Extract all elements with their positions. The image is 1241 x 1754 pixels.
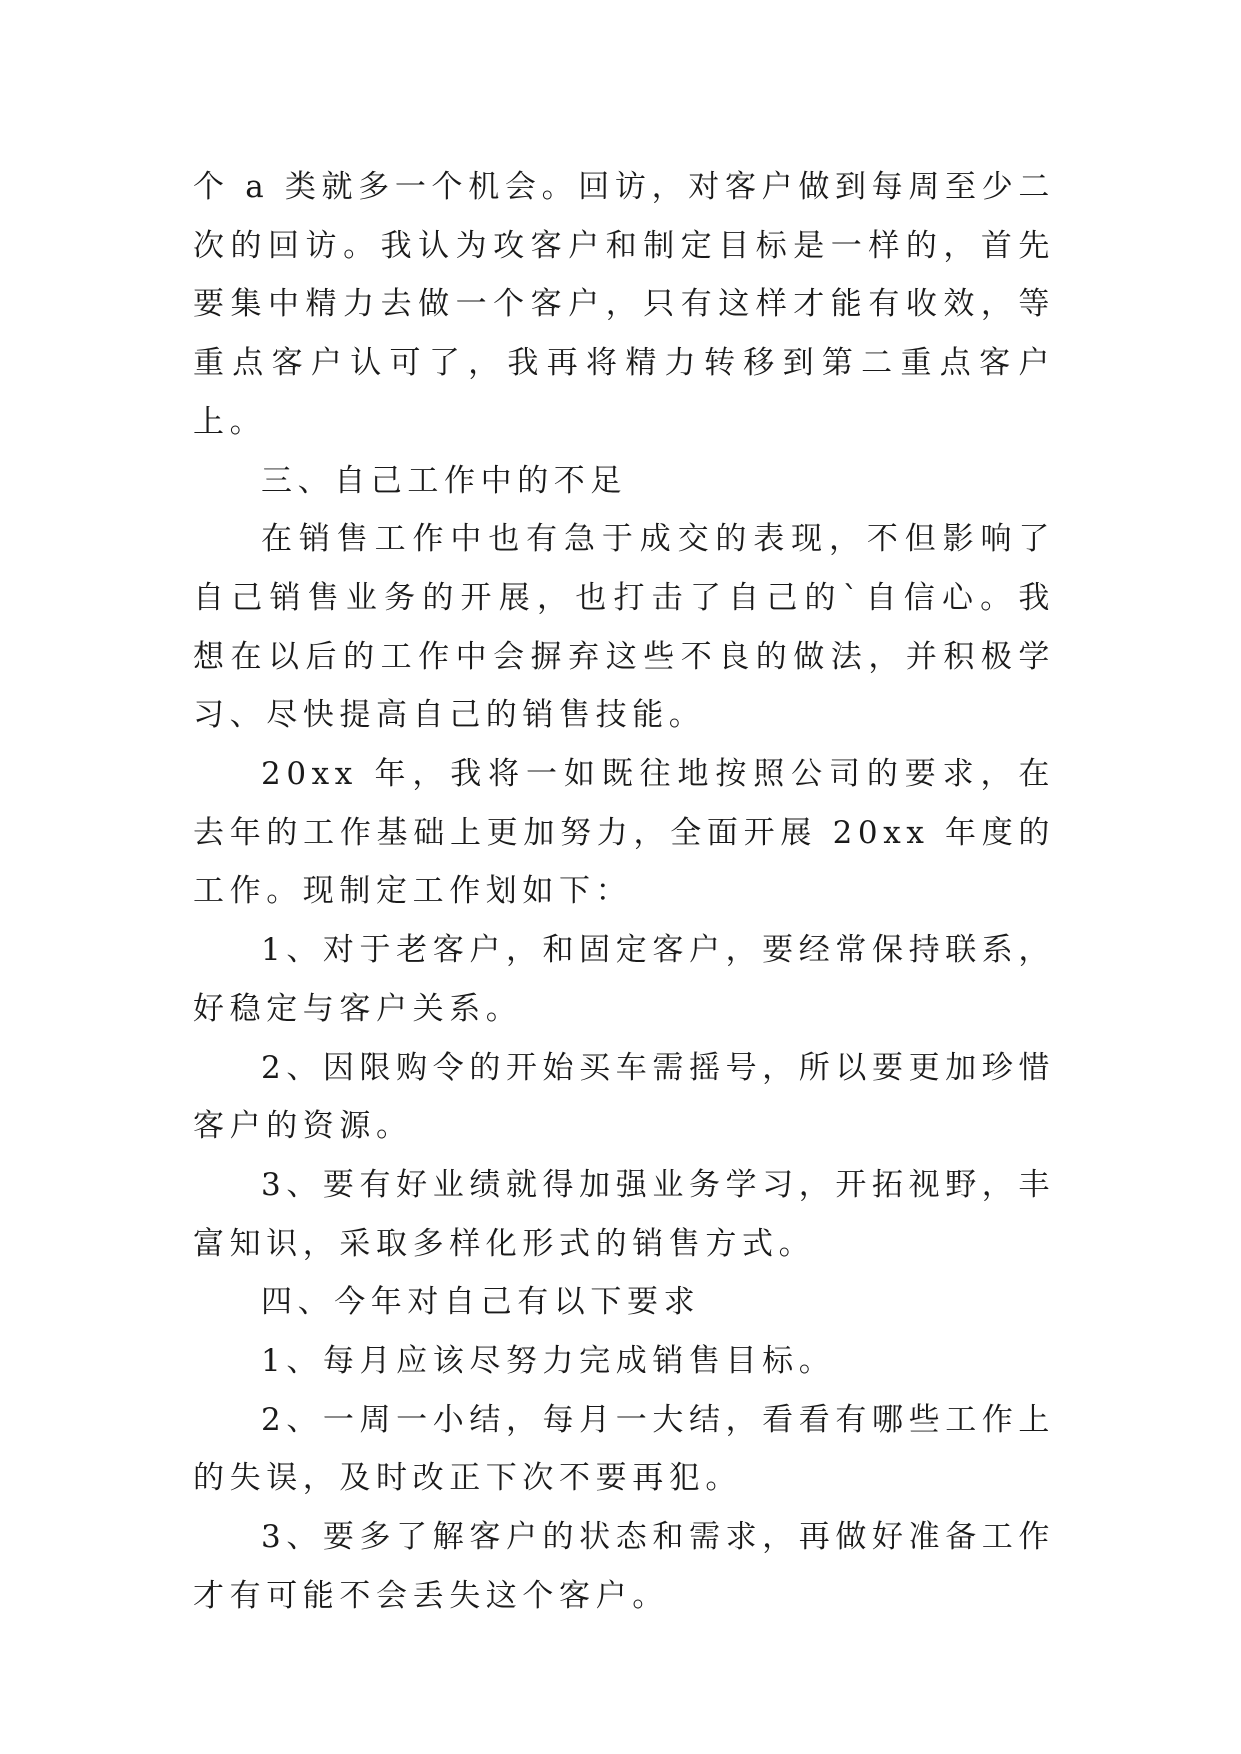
requirement-item-2: 2、一周一小结，每月一大结，看看有哪些工作上的失误，及时改正下次不要再犯。 [193,1401,1055,1497]
section-heading-4: 四、今年对自己有以下要求 [261,1284,701,1321]
paragraph-plan-intro: 20xx 年，我将一如既往地按照公司的要求，在去年的工作基础上更加努力，全面开展 20xx 年度的工作。现制定工作划如下： [193,756,1055,910]
section-heading-3: 三、自己工作中的不足 [261,462,627,499]
plan-item-3: 3、要有好业绩就得加强业务学习，开拓视野，丰富知识，采取多样化形式的销售方式。 [193,1166,1055,1262]
paragraph-continuation: 个 a 类就多一个机会。回访，对客户做到每周至少二次的回访。我认为攻客户和制定目标是一样的，首先要集中精力去做一个客户，只有这样才能有收效，等重点客户认可了，我再将精力转移到第二重点客户上。 [193,169,1055,440]
requirement-item-3: 3、要多了解客户的状态和需求，再做好准备工作才有可能不会丢失这个客户。 [193,1519,1055,1614]
plan-item-2: 2、因限购令的开始买车需摇号，所以要更加珍惜客户的资源。 [193,1049,1055,1145]
paragraph-shortcomings: 在销售工作中也有急于成交的表现，不但影响了自己销售业务的开展，也打击了自己的`自信心。我想在以后的工作中会摒弃这些不良的做法，并积极学习、尽快提高自己的销售技能。 [193,521,1055,734]
document-body [193,158,1055,1626]
requirement-item-1: 1、每月应该尽努力完成销售目标。 [261,1343,836,1380]
plan-item-1: 1、对于老客户，和固定客户，要经常保持联系，好稳定与客户关系。 [193,932,1055,1027]
